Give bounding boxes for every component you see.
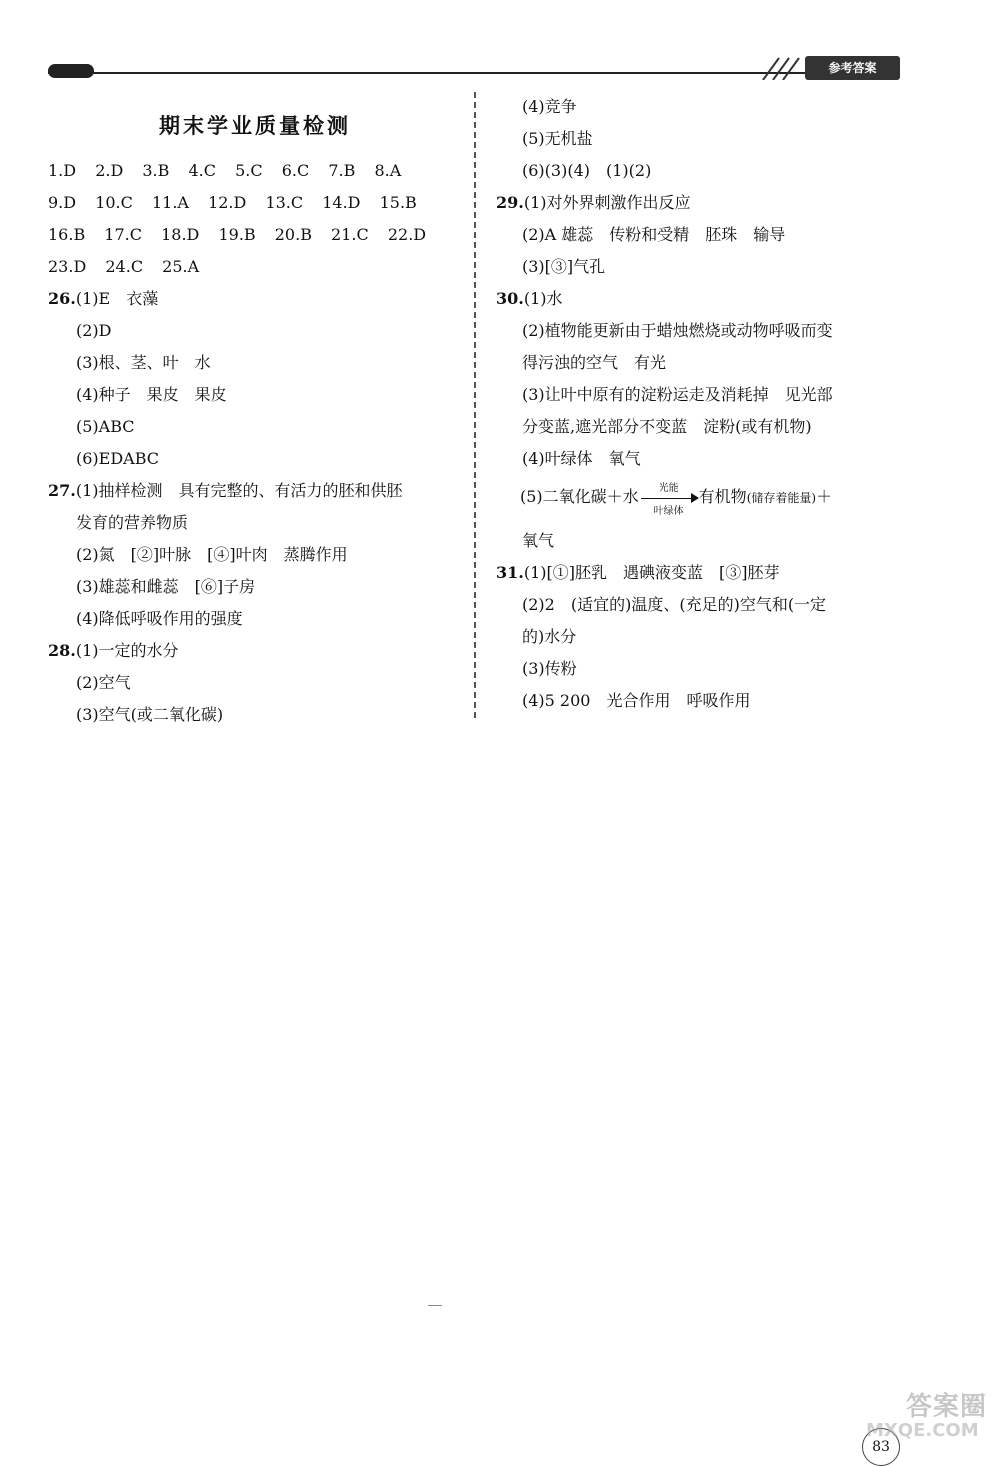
question-number: 31. [496, 563, 524, 582]
question-27-line-1 [48, 480, 403, 502]
equation-plus: ＋ [816, 487, 833, 506]
answer-text: (1)E 衣藻 [75, 289, 159, 308]
answer-item: 14.D [322, 193, 361, 212]
question-29-line-2: (2)A 雄蕊 传粉和受精 胚珠 输导 [522, 225, 786, 244]
watermark-title: 答案圈 [906, 1392, 988, 1422]
answer-item: 17.C [104, 225, 142, 244]
question-number: 26. [48, 289, 76, 308]
header-stripes-decoration [757, 56, 805, 80]
equation-product: 有机物 [698, 487, 747, 506]
answer-item: 16.B [48, 225, 86, 244]
answer-row-4 [48, 256, 199, 278]
equation-note: (储存着能量) [746, 491, 817, 505]
question-28-line-1 [48, 640, 179, 662]
question-31-line-3: 的)水分 [522, 627, 577, 646]
answer-row-2 [48, 192, 417, 214]
question-30-line-3: 得污浊的空气 有光 [522, 353, 667, 372]
question-31-line-2: (2)2 (适宜的)温度、(充足的)空气和(一定 [522, 595, 827, 614]
answer-key-tag: 参考答案 [805, 56, 900, 80]
question-27-line-4: (3)雄蕊和雌蕊 [⑥]子房 [76, 577, 256, 596]
question-27-line-5: (4)降低呼吸作用的强度 [76, 609, 243, 628]
footer-dash [428, 1305, 442, 1306]
answer-item: 10.C [95, 193, 133, 212]
question-26-line-2: (2)D [76, 321, 112, 340]
answer-item: 20.B [274, 225, 312, 244]
answer-row-1 [48, 160, 401, 182]
answer-text: (1)抽样检测 具有完整的、有活力的胚和供胚 [75, 481, 403, 500]
answer-text: (1)水 [523, 289, 563, 308]
answer-item: 3.B [142, 161, 170, 180]
answer-item: 18.D [161, 225, 200, 244]
question-29-line-3: (3)[③]气孔 [522, 257, 606, 276]
answer-text: (1)一定的水分 [75, 641, 179, 660]
column-divider [474, 92, 476, 718]
question-26-line-5: (5)ABC [76, 417, 135, 436]
answer-item: 11.A [151, 193, 189, 212]
header-left-decoration [48, 64, 94, 78]
answer-row-3 [48, 224, 426, 246]
question-26-line-6: (6)EDABC [76, 449, 160, 468]
question-28-cont-line-1: (4)竞争 [522, 97, 577, 116]
answer-item: 24.C [105, 257, 144, 276]
question-number: 30. [496, 289, 524, 308]
answer-item: 2.D [95, 161, 124, 180]
question-28-cont-line-2: (5)无机盐 [522, 129, 593, 148]
question-number: 29. [496, 193, 524, 212]
question-29-line-1 [496, 192, 691, 214]
answer-item: 13.C [265, 193, 304, 212]
section-title: 期末学业质量检测 [159, 114, 351, 138]
answer-text: (1)[①]胚乳 遇碘液变蓝 [③]胚芽 [523, 563, 780, 582]
photosynthesis-equation [520, 482, 833, 517]
question-30-equation-continuation: 氧气 [522, 531, 555, 550]
question-28-cont-line-3: (6)(3)(4) (1)(2) [522, 161, 652, 180]
question-30-line-4: (3)让叶中原有的淀粉运走及消耗掉 见光部 [522, 385, 833, 404]
watermark-url: MXQE.COM [866, 1420, 979, 1441]
question-number: 27. [48, 481, 76, 500]
reaction-arrow [639, 482, 699, 517]
question-26-line-4: (4)种子 果皮 果皮 [76, 385, 227, 404]
question-30-line-1 [496, 288, 563, 310]
answer-item: 15.B [379, 193, 417, 212]
question-30-line-5: 分变蓝,遮光部分不变蓝 淀粉(或有机物) [522, 417, 812, 436]
question-28-line-3: (3)空气(或二氧化碳) [76, 705, 224, 724]
answer-item: 8.A [374, 161, 402, 180]
answer-item: 19.B [218, 225, 256, 244]
question-31-line-1 [496, 562, 779, 584]
answer-item: 5.C [235, 161, 263, 180]
answer-item: 25.A [162, 257, 200, 276]
answer-item: 22.D [387, 225, 427, 244]
question-27-line-3: (2)氮 [②]叶脉 [④]叶肉 蒸腾作用 [76, 545, 348, 564]
answer-item: 21.C [331, 225, 369, 244]
answer-item: 6.C [281, 161, 310, 180]
question-30-line-2: (2)植物能更新由于蜡烛燃烧或动物呼吸而变 [522, 321, 833, 340]
question-31-line-4: (3)传粉 [522, 659, 577, 678]
arrow-line [641, 498, 693, 499]
answer-item: 1.D [48, 161, 77, 180]
arrow-condition-top: 光能 [658, 482, 679, 494]
question-31-line-5: (4)5 200 光合作用 呼吸作用 [522, 691, 751, 710]
answer-item: 4.C [188, 161, 217, 180]
question-27-line-2: 发育的营养物质 [76, 513, 189, 532]
answer-text: (1)对外界刺激作出反应 [523, 193, 691, 212]
answer-item: 7.B [328, 161, 356, 180]
question-30-line-6: (4)叶绿体 氧气 [522, 449, 641, 468]
question-26-line-3: (3)根、茎、叶 水 [76, 353, 211, 372]
answer-item: 23.D [48, 257, 87, 276]
page-number: 83 [862, 1428, 900, 1466]
equation-reactants: (5)二氧化碳＋水 [520, 487, 639, 506]
answer-item: 12.D [208, 193, 247, 212]
question-number: 28. [48, 641, 76, 660]
question-28-line-2: (2)空气 [76, 673, 131, 692]
answer-item: 9.D [48, 193, 77, 212]
arrow-condition-bottom: 叶绿体 [653, 505, 684, 517]
question-26-line-1 [48, 288, 158, 310]
